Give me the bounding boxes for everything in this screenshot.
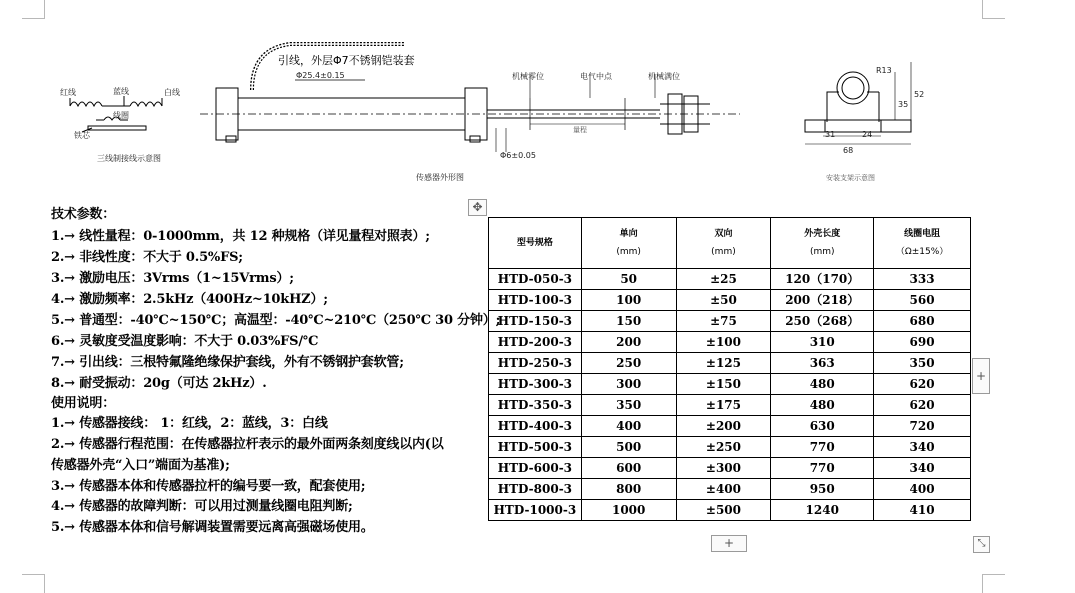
electrical-midpoint-label: 电气中点 [580,72,612,81]
header-label: 线圈电阻 [904,229,941,239]
table-row [489,458,971,479]
table-cell[interactable]: 620 [874,395,971,416]
table-cell[interactable]: 1000 [581,500,676,521]
table-cell[interactable]: 630 [771,416,874,437]
range-label: 量程 [573,126,587,134]
table-cell[interactable]: 50 [581,269,676,290]
spec-item: 3.→ 激励电压：3Vrms（1~15Vrms）; [51,271,294,286]
header-cell-length [771,218,874,269]
bracket-svg [795,62,935,162]
table-cell[interactable]: 200（218） [771,290,874,311]
table-cell[interactable]: 620 [874,374,971,395]
table-cell[interactable]: HTD-200-3 [489,332,582,353]
bracket-radius-label: R13 [876,66,892,75]
table-row [489,437,971,458]
table-cell[interactable]: 333 [874,269,971,290]
table-cell[interactable]: 120（170） [771,269,874,290]
table-row [489,479,971,500]
table-cell[interactable]: 310 [771,332,874,353]
spec-item: 1.→ 线性量程：0-1000mm，共 12 种规格（详见量程对照表）; [51,229,430,244]
table-row [489,353,971,374]
table-cell[interactable]: ±75 [676,311,771,332]
crop-mark-top-right [982,0,1005,19]
table-cell[interactable]: HTD-350-3 [489,395,582,416]
table-cell[interactable]: HTD-1000-3 [489,500,582,521]
header-label: 双向 [714,229,733,239]
table-cell[interactable]: 340 [874,458,971,479]
table-row [489,416,971,437]
table-cell[interactable]: HTD-150-3 [489,311,582,332]
table-cell[interactable]: 480 [771,374,874,395]
table-cell[interactable]: ±25 [676,269,771,290]
bracket-caption: 安装支架示意图 [826,174,875,182]
table-cell[interactable]: ±400 [676,479,771,500]
table-cell[interactable]: HTD-300-3 [489,374,582,395]
rod-diameter-label: Φ6±0.05 [500,151,536,160]
header-unit: （Ω±15%） [895,247,949,257]
white-wire-label: 白线 [164,88,180,97]
table-cell[interactable]: 500 [581,437,676,458]
table-row [489,500,971,521]
table-row [489,332,971,353]
usage-title: 使用说明： [51,396,116,411]
table-row [489,395,971,416]
table-cell[interactable]: 250 [581,353,676,374]
table-cell[interactable]: 600 [581,458,676,479]
wiring-caption: 三线制接线示意图 [97,154,161,163]
table-body [489,269,971,521]
header-cell-resistance [874,218,971,269]
table-cell[interactable]: 150 [581,311,676,332]
usage-item: 4.→ 传感器的故障判断：可以用过测量线圈电阻判断; [51,499,353,514]
bracket-dim-24: 24 [862,130,873,139]
table-cell[interactable]: HTD-100-3 [489,290,582,311]
table-row [489,374,971,395]
table-cell[interactable]: ±175 [676,395,771,416]
header-cell-double [676,218,771,269]
table-cell[interactable]: 200 [581,332,676,353]
sensor-outline-svg [200,28,740,168]
sensor-outline-drawing [200,28,740,168]
spec-table [488,217,971,521]
table-cell[interactable]: HTD-600-3 [489,458,582,479]
add-row-button[interactable]: + [711,535,747,552]
table-cell[interactable]: HTD-400-3 [489,416,582,437]
table-cell[interactable]: HTD-500-3 [489,437,582,458]
core-label: 铁芯 [74,131,90,140]
usage-item: 传感器外壳“入口”端面为基准); [51,458,230,473]
table-cell[interactable]: 250（268） [771,311,874,332]
crop-mark-bottom-left [22,574,45,593]
table-cell[interactable]: ±150 [676,374,771,395]
bracket-drawing [795,62,935,162]
table-cell[interactable]: 300 [581,374,676,395]
mechanical-zero-label: 机械零位 [512,72,544,81]
bracket-dim-52: 52 [914,90,925,99]
table-cell[interactable]: 100 [581,290,676,311]
header-cell-model [489,218,582,269]
add-column-button[interactable]: + [972,358,990,394]
header-label: 单向 [619,229,638,239]
bracket-dim-31: 31 [825,130,836,139]
header-cell-single [581,218,676,269]
red-wire-label: 红线 [60,88,76,97]
table-cell[interactable]: 400 [581,416,676,437]
table-cell[interactable]: 350 [874,353,971,374]
table-cell[interactable]: 340 [874,437,971,458]
table-cell[interactable]: 720 [874,416,971,437]
crop-mark-top-left [22,0,45,19]
housing-diameter-label: Φ25.4±0.15 [296,71,345,80]
spec-item: 5.→ 普通型：-40℃~150℃；高温型：-40℃~210℃（250℃ 30 分钟）; [51,313,501,328]
table-cell[interactable]: ±200 [676,416,771,437]
usage-item: 2.→ 传感器行程范围：在传感器拉杆表示的最外面两条刻度线以内(以 [51,437,444,452]
table-cell[interactable]: ±100 [676,332,771,353]
spec-item: 8.→ 耐受振动：20g（可达 2kHz）. [51,376,267,391]
table-row [489,290,971,311]
bracket-dim-35: 35 [898,100,909,109]
table-cell[interactable]: ±125 [676,353,771,374]
table-cell[interactable]: 770 [771,437,874,458]
bracket-dim-68: 68 [843,146,854,155]
header-unit: (mm) [616,247,641,257]
crop-mark-bottom-right [982,574,1005,593]
table-cell[interactable]: 950 [771,479,874,500]
coil-label: 线圈 [113,111,129,120]
table-cell[interactable]: 1240 [771,500,874,521]
table-cell[interactable]: HTD-250-3 [489,353,582,374]
usage-item: 3.→ 传感器本体和传感器拉杆的编号要一致，配套使用; [51,479,366,494]
specs-title: 技术参数： [51,207,116,222]
table-cell[interactable]: ±250 [676,437,771,458]
lead-note: 引线，外层Φ7不锈钢铠装套 [278,54,415,67]
table-header-row [489,218,971,269]
spec-item: 6.→ 灵敏度受温度影响：不大于 0.03%FS/℃ [51,334,319,349]
table-cell[interactable]: 410 [874,500,971,521]
spec-item: 2.→ 非线性度：不大于 0.5%FS; [51,250,243,265]
table-row [489,269,971,290]
header-label: 外壳长度 [804,229,841,239]
header-label: 型号规格 [516,238,553,248]
usage-item: 1.→ 传感器接线： 1：红线，2：蓝线，3：白线 [51,416,328,431]
table-cell[interactable]: 680 [874,311,971,332]
table-cell[interactable]: 690 [874,332,971,353]
blue-wire-label: 蓝线 [113,87,129,96]
table-cell[interactable]: 363 [771,353,874,374]
table-cell[interactable]: ±500 [676,500,771,521]
spec-item: 7.→ 引出线：三根特氟隆绝缘保护套线，外有不锈钢护套软管; [51,355,404,370]
table-cell[interactable]: HTD-800-3 [489,479,582,500]
table-cell[interactable]: 480 [771,395,874,416]
table-cell[interactable]: 560 [874,290,971,311]
table-cell[interactable]: HTD-050-3 [489,269,582,290]
usage-item: 5.→ 传感器本体和信号解调装置需要远离高强磁场使用。 [51,520,374,535]
table-cell[interactable]: ±300 [676,458,771,479]
outline-caption: 传感器外形图 [416,173,464,182]
table-cell[interactable]: ±50 [676,290,771,311]
table-row [489,311,971,332]
table-cell[interactable]: 800 [581,479,676,500]
table-resize-handle[interactable]: ⤡ [973,536,990,553]
header-unit: (mm) [809,247,835,257]
mechanical-full-label: 机械满位 [648,72,680,81]
table-cell[interactable]: 770 [771,458,874,479]
table-cell[interactable]: 350 [581,395,676,416]
table-move-handle[interactable]: ✥ [468,199,487,216]
spec-item: 4.→ 激励频率：2.5kHz（400Hz~10kHZ）; [51,292,328,307]
header-unit: (mm) [711,247,736,257]
table-cell[interactable]: 400 [874,479,971,500]
